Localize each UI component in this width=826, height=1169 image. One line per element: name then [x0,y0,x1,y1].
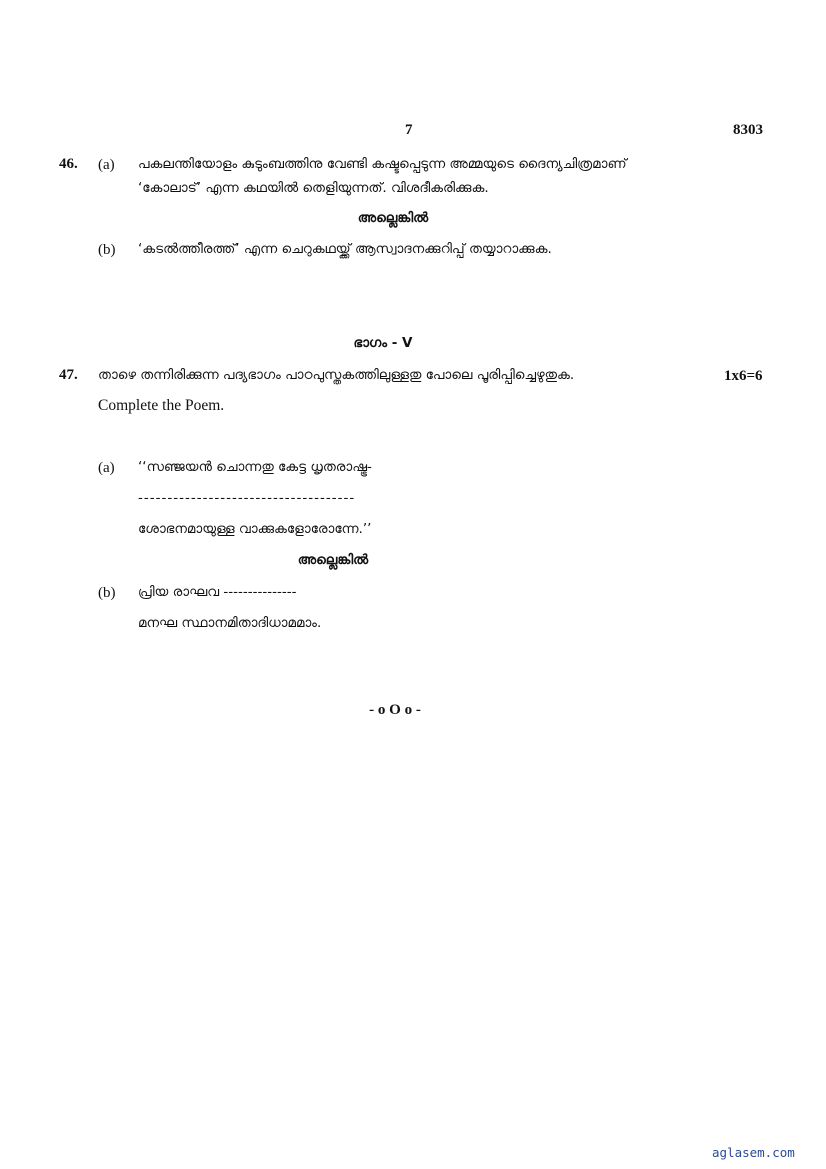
q46-or-label: അല്ലെങ്കിൽ [357,210,429,226]
end-of-paper-mark: - o O o - [369,702,421,718]
paper-code: 8303 [733,122,763,138]
q47-or-label: അല്ലെങ്കിൽ [297,552,369,568]
q47-instruction: താഴെ തന്നിരിക്കുന്ന പദ്യഭാഗം പാഠപുസ്തകത്തിലുള്ളതു പോലെ പൂരിപ്പിച്ചെഴുതുക. [98,367,575,383]
q47-option-b-label: (b) [98,585,116,601]
section-title: ഭാഗം - V [353,335,413,351]
q47-option-a-line1: ‘‘സഞ്ജയൻ ചൊന്നതു കേട്ട ധൃതരാഷ്ട്ര- [138,459,372,475]
question-46-number: 46. [59,156,78,172]
question-47-number: 47. [59,367,78,383]
q46-option-a-line2: ‘കോലാട്’ എന്ന കഥയിൽ തെളിയുന്നത്. വിശദീകരിക്കുക. [138,180,489,196]
q47-option-a-blank: ------------------------------------- [138,490,356,506]
q47-option-b-line2: മനഘ സ്ഥാനമിതാദിധാമമാം. [138,615,322,631]
q47-option-b-line1: പ്രിയ രാഘവ --------------- [138,584,297,600]
q46-option-a-label: (a) [98,157,115,173]
q47-instruction-english: Complete the Poem. [98,397,225,414]
q47-marks: 1x6=6 [724,368,763,384]
q46-option-a-line1: പകലന്തിയോളം കുടുംബത്തിനു വേണ്ടി കഷ്ടപ്പെടുന്ന അമ്മയുടെ ദൈന്യചിത്രമാണ് [138,156,627,172]
q47-option-a-line3: ശോഭനമായുള്ള വാക്കുകളോരോന്നേ.’’ [138,521,372,537]
q47-option-a-label: (a) [98,460,115,476]
footer-watermark: aglasem.com [712,1145,795,1160]
q46-option-b-line1: ‘കടൽത്തീരത്ത്’ എന്ന ചെറുകഥയ്ക്ക് ആസ്വാദനക്കുറിപ്പ് തയ്യാറാക്കുക. [138,241,552,257]
q46-option-b-label: (b) [98,242,116,258]
page-number: 7 [405,122,413,138]
